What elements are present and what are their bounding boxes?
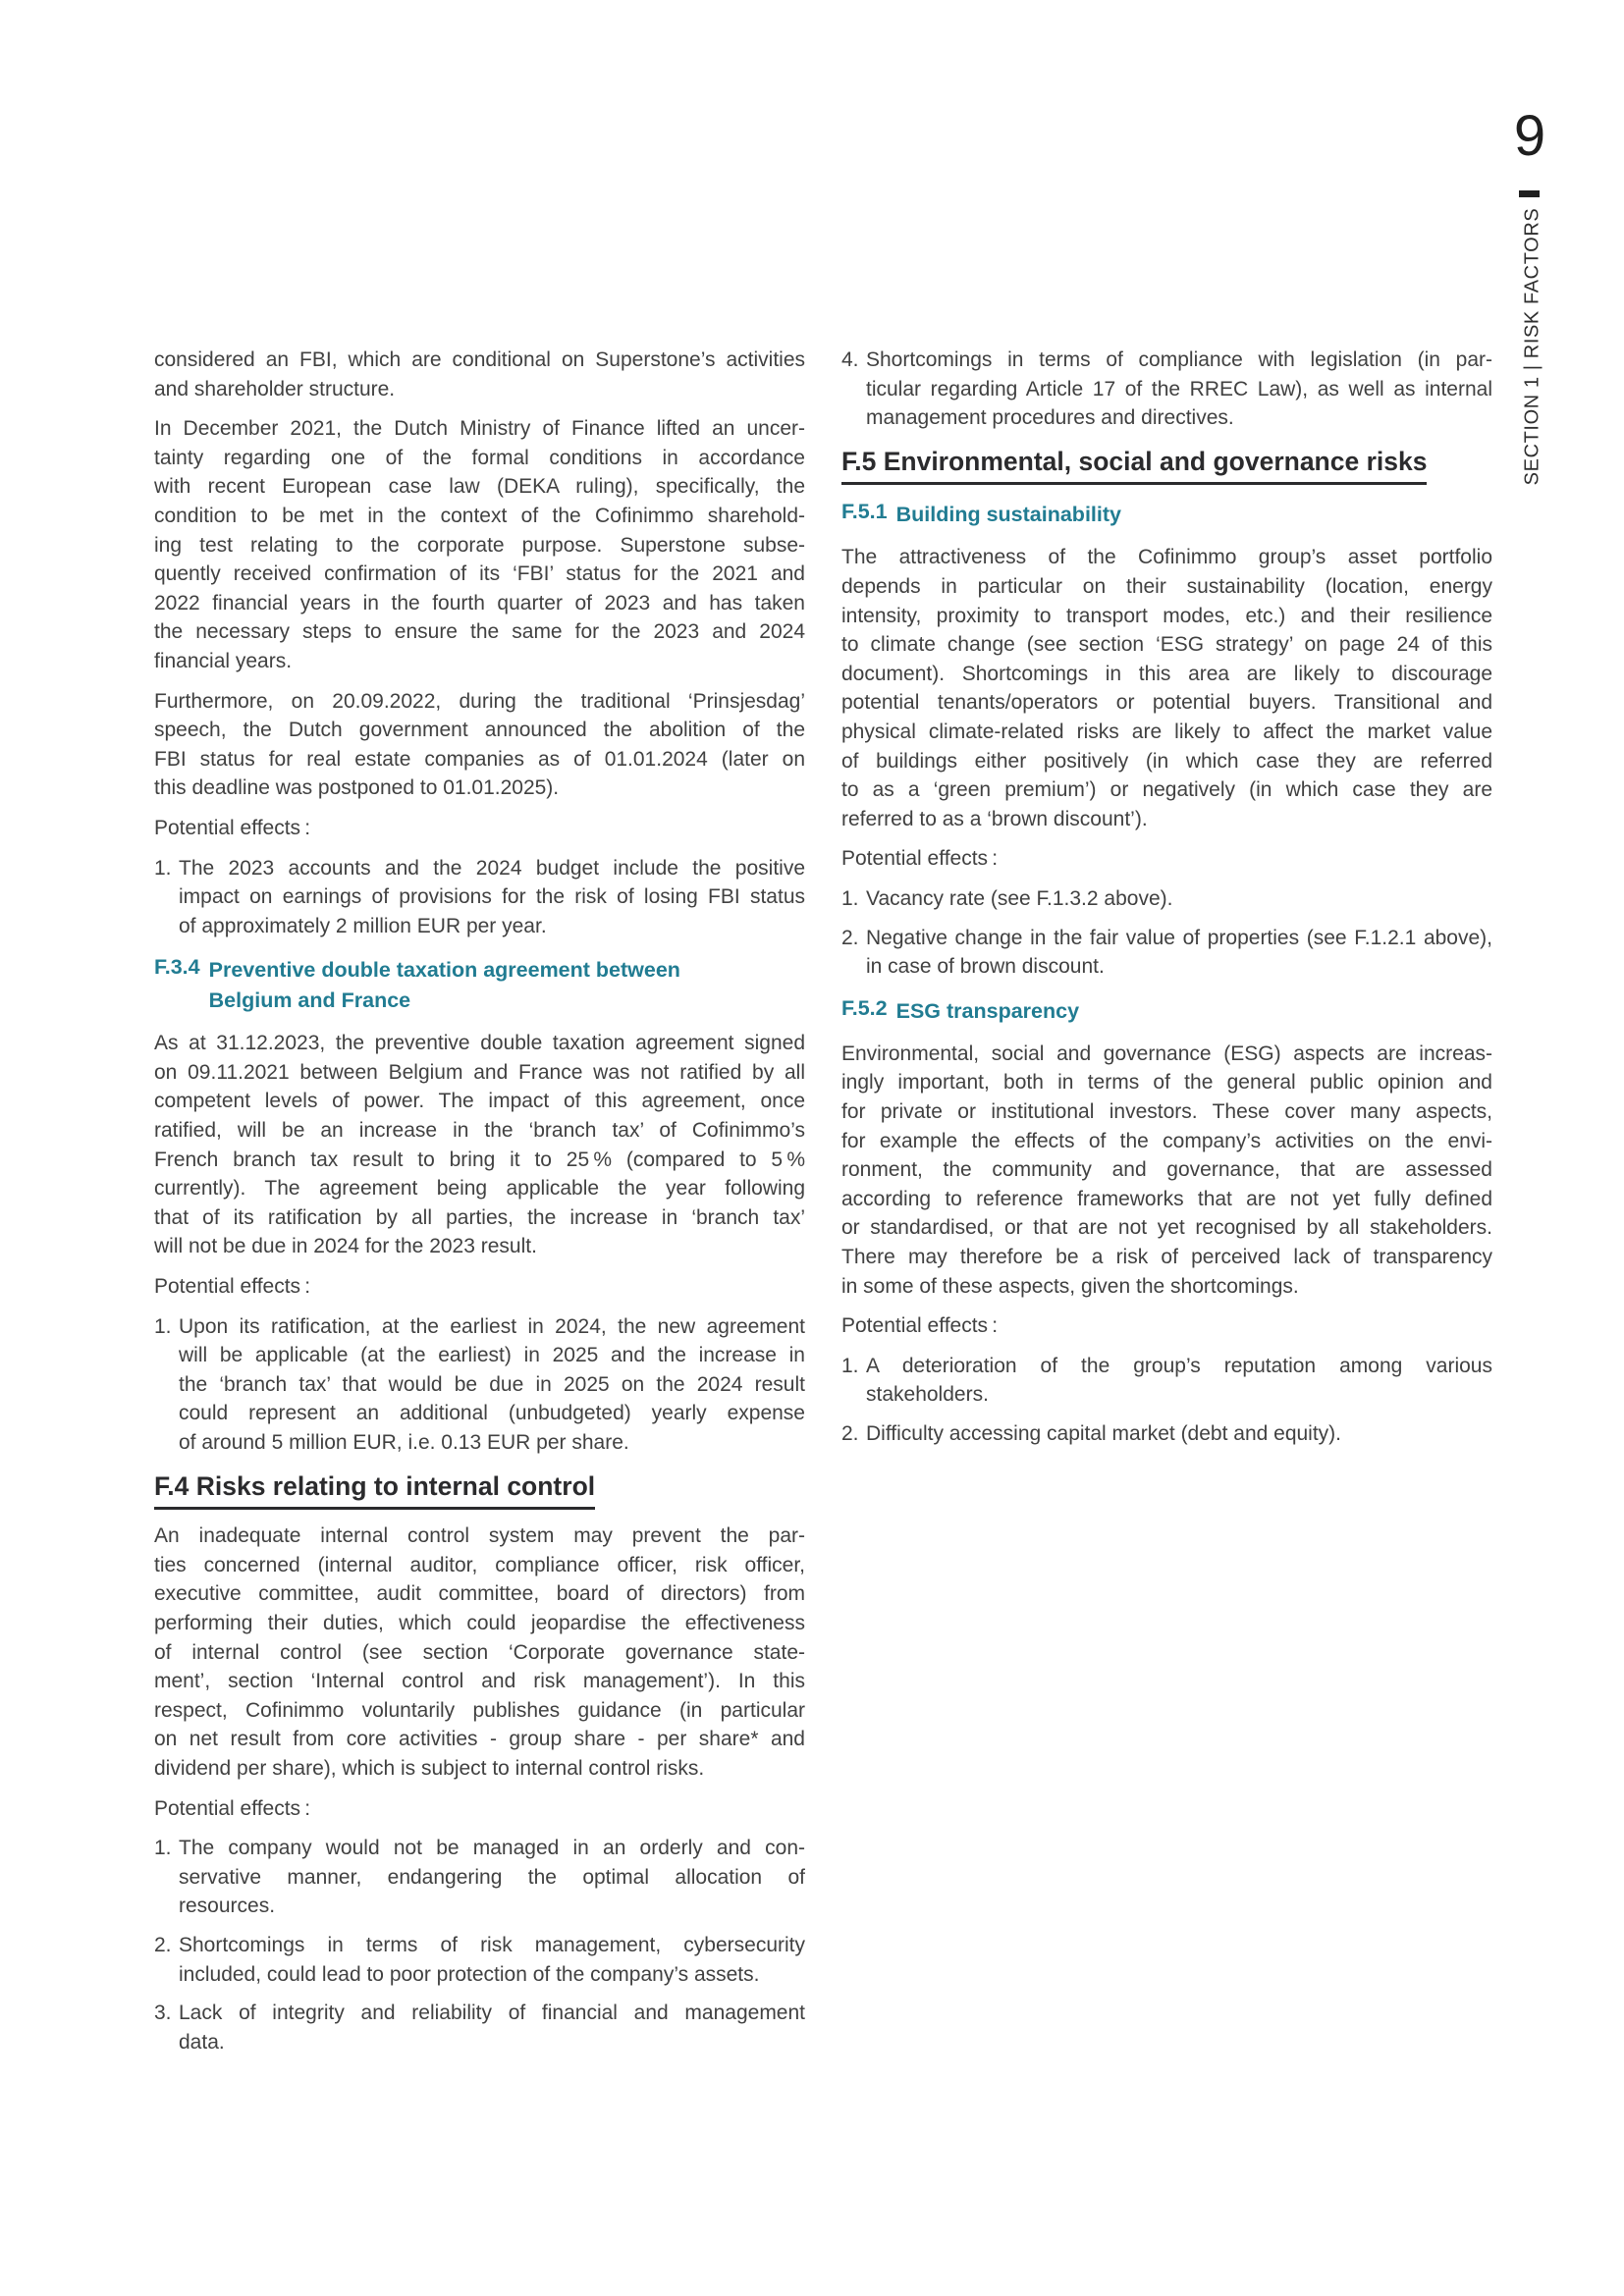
list-item-text — [179, 1834, 805, 1921]
numbered-list — [841, 346, 1492, 433]
text-line: respect, Cofinimmo voluntarily publishes guidance (in particular — [154, 1698, 805, 1722]
text-line: to climate change (see section ‘ESG strategy’ on page 24 of this — [841, 633, 1492, 657]
text-line: Preventive double taxation agreement between — [208, 958, 680, 983]
potential-effects-label: Potential effects : — [154, 1275, 311, 1299]
section-heading-text: F.4 Risks relating to internal control — [154, 1472, 595, 1511]
text-line: ingly important, both in terms of the general public opinion and — [841, 1071, 1492, 1095]
text-line: condition to be met in the context of the Cofinimmo sharehold- — [154, 504, 805, 527]
subsection-heading-text — [209, 955, 680, 1016]
text-line: will be applicable (at the earliest) in 2025 and the increase in — [179, 1344, 805, 1367]
paragraph — [154, 414, 805, 675]
text-line: depends in particular on their sustainability (location, energy — [841, 575, 1492, 599]
text-line: the ‘branch tax’ that would be due in 2025 on the 2024 result — [179, 1372, 805, 1396]
section-heading — [841, 448, 1492, 486]
text-line: Furthermore, on 20.09.2022, during the traditional ‘Prinsjesdag’ — [154, 689, 805, 713]
text-line: Belgium and France — [208, 988, 411, 1013]
text-line: the necessary steps to ensure the same for the 2023 and 2024 — [154, 620, 805, 644]
list-item-text — [179, 854, 805, 941]
section-label-vertical: SECTION 1 | RISK FACTORS — [1521, 207, 1543, 486]
subsection-heading-text — [896, 996, 1079, 1027]
text-line: Upon its ratification, at the earliest in 2024, the new agreement — [179, 1314, 805, 1338]
list-item — [154, 854, 805, 941]
text-line: tainty regarding one of the formal conditions in accordance — [154, 446, 805, 469]
text-line: that of its ratification by all parties, the increase in ‘branch tax’ — [154, 1205, 805, 1229]
subsection-heading — [841, 996, 1492, 1027]
text-line: Shortcomings in terms of risk management, cybersecurity — [179, 1933, 805, 1956]
text-line: of approximately 2 million EUR per year. — [179, 914, 547, 937]
paragraph — [154, 687, 805, 803]
text-line: to as a ‘green premium’) or negatively (in which case they are — [841, 778, 1492, 802]
text-line: Negative change in the fair value of properties (see F.1.2.1 above), — [866, 926, 1492, 949]
potential-effects-label: Potential effects : — [841, 847, 999, 871]
list-item-number: 2. — [841, 1421, 859, 1445]
list-item — [154, 1931, 805, 1989]
text-line: considered an FBI, which are conditional on Superstone’s activities — [154, 348, 805, 371]
subsection-heading — [841, 500, 1492, 530]
text-line: intensity, proximity to transport modes, etc.) and their resilience — [841, 604, 1492, 627]
text-line: according to reference frameworks that are not yet fully defined — [841, 1187, 1492, 1210]
text-line: 2022 financial years in the fourth quarter of 2023 and has taken — [154, 591, 805, 614]
text-line: competent levels of power. The impact of this agreement, once — [154, 1090, 805, 1113]
text-line: As at 31.12.2023, the preventive double taxation agreement signed — [154, 1032, 805, 1055]
text-line: and shareholder structure. — [154, 377, 396, 400]
text-line: ronment, the community and governance, that are assessed — [841, 1158, 1492, 1182]
text-line: on net result from core activities - group share - per share* and — [154, 1728, 805, 1751]
text-line: of buildings either positively (in which case they are referred — [841, 749, 1492, 773]
list-item — [841, 346, 1492, 433]
text-line: in case of brown discount. — [866, 955, 1105, 979]
list-item-text — [866, 346, 1492, 433]
list-item-number: 2. — [154, 1933, 172, 1956]
list-item-text — [866, 1352, 1492, 1410]
text-line: ties concerned (internal auditor, compliance officer, risk officer, — [154, 1553, 805, 1576]
text-line: Environmental, social and governance (ESG) aspects are increas- — [841, 1041, 1492, 1065]
text-line: Difficulty accessing capital market (debt and equity). — [866, 1421, 1342, 1445]
numbered-list — [841, 884, 1492, 982]
section-heading-text: F.5 Environmental, social and governance risks — [841, 448, 1427, 486]
text-line: in some of these aspects, given the shortcomings. — [841, 1274, 1299, 1298]
subsection-number: F.3.4 — [154, 955, 200, 980]
text-line: Vacancy rate (see F.1.3.2 above). — [866, 886, 1173, 910]
text-line: physical climate-related risks are likely to affect the market value — [841, 721, 1492, 744]
numbered-list — [154, 1834, 805, 2056]
text-line: will not be due in 2024 for the 2023 result. — [154, 1235, 537, 1258]
list-item-text — [866, 924, 1492, 982]
text-line: currently). The agreement being applicable the year following — [154, 1177, 805, 1201]
text-line: management procedures and directives. — [866, 406, 1234, 430]
subsection-number: F.5.1 — [841, 500, 888, 524]
list-item — [154, 1834, 805, 1921]
list-item-text — [179, 1999, 805, 2056]
left-column — [154, 346, 805, 2056]
list-item — [154, 1312, 805, 1458]
text-line: of internal control (see section ‘Corporate governance state- — [154, 1640, 805, 1664]
text-line: or standardised, or that are not yet recognised by all stakeholders. — [841, 1216, 1492, 1240]
list-item-number: 1. — [154, 1314, 172, 1338]
text-line: An inadequate internal control system may prevent the par- — [154, 1524, 805, 1548]
numbered-list — [154, 854, 805, 941]
text-line: Lack of integrity and reliability of financial and management — [179, 2002, 805, 2025]
text-line: with recent European case law (DEKA ruling), specifically, the — [154, 475, 805, 499]
list-item-number: 1. — [154, 1837, 172, 1860]
list-item-text — [179, 1931, 805, 1989]
sidebar-separator-bar — [1519, 190, 1540, 197]
text-line: Building sustainability — [895, 503, 1121, 527]
text-line: The 2023 accounts and the 2024 budget include the positive — [179, 856, 805, 880]
list-item-number: 3. — [154, 2002, 172, 2025]
list-item-number: 4. — [841, 348, 859, 371]
subsection-heading-text — [896, 500, 1121, 530]
text-line: In December 2021, the Dutch Ministry of Finance lifted an uncer- — [154, 417, 805, 441]
text-line: ESG transparency — [895, 998, 1080, 1023]
text-line: ratified, will be an increase in the ‘branch tax’ of Cofinimmo’s — [154, 1119, 805, 1143]
text-line: dividend per share), which is subject to internal control risks. — [154, 1757, 705, 1781]
text-line: performing their duties, which could jeopardise the effectiveness — [154, 1612, 805, 1635]
list-item-number: 1. — [841, 1354, 859, 1377]
list-item-text — [179, 1312, 805, 1458]
paragraph — [841, 543, 1492, 833]
text-line: ing test relating to the corporate purpose. Superstone subse- — [154, 533, 805, 557]
text-line: document). Shortcomings in this area are likely to discourage — [841, 662, 1492, 685]
text-line: FBI status for real estate companies as of 01.01.2024 (later on — [154, 747, 805, 771]
text-line: potential tenants/operators or potential buyers. Transitional and — [841, 691, 1492, 715]
section-heading — [154, 1472, 805, 1511]
text-line: for example the effects of the company’s activities on the envi- — [841, 1129, 1492, 1152]
text-line: resources. — [179, 1895, 276, 1918]
text-line: could represent an additional (unbudgeted) yearly expense — [179, 1402, 805, 1425]
page-number: 9 — [1513, 104, 1546, 168]
text-line: of around 5 million EUR, i.e. 0.13 EUR per share. — [179, 1431, 629, 1454]
right-column — [841, 346, 1492, 1448]
text-line: impact on earnings of provisions for the risk of losing FBI status — [179, 885, 805, 909]
text-line: speech, the Dutch government announced the abolition of the — [154, 719, 805, 742]
list-item-number: 1. — [154, 856, 172, 880]
text-line: ment’, section ‘Internal control and risk management’). In this — [154, 1670, 805, 1693]
list-item-text — [866, 1419, 1492, 1449]
subsection-heading — [154, 955, 805, 1016]
text-line: included, could lead to poor protection of the company’s assets. — [179, 1962, 760, 1986]
numbered-list — [841, 1352, 1492, 1449]
paragraph — [154, 346, 805, 403]
paragraph — [154, 1029, 805, 1261]
subsection-number: F.5.2 — [841, 995, 888, 1020]
text-line: on 09.11.2021 between Belgium and France was not ratified by all — [154, 1060, 805, 1084]
text-line: data. — [179, 2030, 225, 2054]
list-item-text — [866, 884, 1492, 914]
text-line: The company would not be managed in an orderly and con- — [179, 1837, 805, 1860]
potential-effects-label: Potential effects : — [154, 816, 311, 839]
text-line: A deterioration of the group’s reputation among various — [866, 1354, 1492, 1377]
text-line: ticular regarding Article 17 of the RREC Law), as well as internal — [866, 377, 1492, 400]
list-item — [841, 1419, 1492, 1449]
text-line: The attractiveness of the Cofinimmo group’s asset portfolio — [841, 546, 1492, 569]
list-item-number: 2. — [841, 926, 859, 949]
text-line: this deadline was postponed to 01.01.2025). — [154, 776, 560, 800]
text-line: French branch tax result to bring it to 25 % (compared to 5 % — [154, 1148, 805, 1171]
text-line: There may therefore be a risk of perceived lack of transparency — [841, 1245, 1492, 1268]
list-item-number: 1. — [841, 886, 859, 910]
text-line: Shortcomings in terms of compliance with legislation (in par- — [866, 348, 1492, 371]
text-line: executive committee, audit committee, board of directors) from — [154, 1582, 805, 1606]
text-line: for private or institutional investors. These cover many aspects, — [841, 1099, 1492, 1123]
paragraph — [154, 1522, 805, 1783]
potential-effects-label: Potential effects : — [841, 1314, 999, 1338]
paragraph — [841, 1040, 1492, 1301]
list-item — [841, 1352, 1492, 1410]
list-item — [841, 884, 1492, 914]
potential-effects-label: Potential effects : — [154, 1796, 311, 1820]
text-line: servative manner, endangering the optimal allocation of — [179, 1865, 805, 1889]
text-line: financial years. — [154, 649, 293, 672]
text-line: quently received confirmation of its ‘FBI’ status for the 2021 and — [154, 562, 805, 586]
numbered-list — [154, 1312, 805, 1458]
text-line: referred to as a ‘brown discount’). — [841, 807, 1148, 830]
text-line: stakeholders. — [866, 1383, 989, 1407]
list-item — [841, 924, 1492, 982]
list-item — [154, 1999, 805, 2056]
